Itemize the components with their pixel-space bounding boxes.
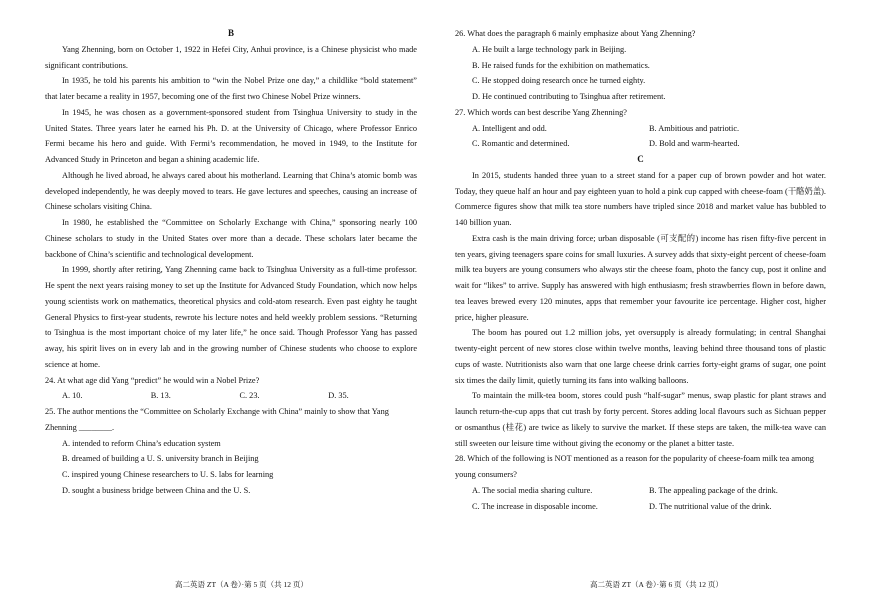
option-c: C. The increase in disposable income. (472, 501, 598, 511)
passage-paragraph: In 1999, shortly after retiring, Yang Zhenning came back to Tsinghua University as a full-time professor. He spent the next years raising money to set up the Institute for Advanced Study Foundation, which now helps young scientists work on mathematics, theoretical physics and cold-atom research. Even past eighty he taught General Physics to first-year students, rewrote his lecture notes and held weekly problem sessions. “Returning to Tsinghua is the most important choice of my later life,” he once said. Though Professor Yang has passed away, his spirit lives on in every lab and in the growing number of Chinese students who choose to explore science at home. (45, 265, 417, 369)
question-28-options-row1 (455, 483, 826, 499)
question-24-stem: 24. At what age did Yang “predict” he would win a Nobel Prize? (45, 375, 260, 385)
option-a: A. The social media sharing culture. (472, 485, 593, 495)
option-a: A. intended to reform China’s education system (62, 438, 221, 448)
option-a: A. Intelligent and odd. (472, 123, 547, 133)
passage-paragraph: To maintain the milk-tea boom, stores could push “half-sugar” menus, swap plastic for plant straws and launch return-the-cup apps that cut trash by forty percent. Stores adding local flavours such as Sichuan pepper or osmanthus (桂花) are twice as likely to survive the market. If these steps are taken, the milk-tea wave can still sweeten our leisure time without giving the economy or the planet a bitter taste. (455, 391, 826, 448)
passage-paragraph: Although he lived abroad, he always cared about his motherland. Learning that China’s atomic bomb was developed independently, he was deeply moved to tears. He gave lectures and speeches, causing an increase of Chinese scholars visiting China. (45, 170, 417, 212)
passage-paragraph: In 1980, he established the “Committee on Scholarly Exchange with China,” sponsoring nearly 100 Chinese scholars to study in the United States over more than a decade. These scholars later became the backbone of China’s scientific and technological development. (45, 218, 417, 259)
passage-paragraph: Yang Zhenning, born on October 1, 1922 in Hefei City, Anhui province, is a Chinese physicist who made significant contributions. (45, 44, 417, 70)
right-page (455, 26, 826, 514)
option-b: B. He raised funds for the exhibition on mathematics. (472, 60, 650, 70)
question-28-options-row2 (455, 499, 826, 515)
passage-paragraph: In 2015, students handed three yuan to a street stand for a paper cup of brown powder and hot water. Today, they queue half an hour and pay eighteen yuan to hold a pink cup capped with cheese-foam (干酪奶盖). Commerce figures show that milk tea store numbers have tripled since 2018 and market value has bubbled to 140 billion yuan. (455, 170, 826, 227)
option-c: C. He stopped doing research once he turned eighty. (472, 76, 646, 86)
passage-paragraph: In 1945, he was chosen as a government-sponsored student from Tsinghua University to study in the United States. Three years later he earned his Ph. D. at the University of Chicago, where Professor Enrico Fermi became his hero and guide. With Fermi’s recommendation, he moved in 1949, to the Institute for Advanced Study in Princeton and began a shining academic life. (45, 107, 417, 164)
option-c: C. 23. (239, 391, 260, 401)
question-25-stem: 25. The author mentions the “Committee on Scholarly Exchange with China” mainly to show that Yang Zhenning ________. (45, 407, 389, 432)
option-d: D. The nutritional value of the drink. (649, 501, 772, 511)
section-heading-c: C (637, 154, 644, 164)
question-27-options-row1 (455, 121, 826, 137)
option-d: D. sought a business bridge between China and the U. S. (62, 485, 251, 495)
question-28-stem: 28. Which of the following is NOT mentioned as a reason for the popularity of cheese-foam milk tea among young consumers? (455, 454, 814, 479)
option-d: D. Bold and warm-hearted. (649, 139, 740, 149)
page-footer-right: 高二英语 ZT（A 卷）·第 6 页（共 12 页） (590, 580, 723, 589)
question-27-options-row2 (455, 136, 826, 152)
passage-paragraph: The boom has poured out 1.2 million jobs, yet oversupply is already formulating; in central Shanghai twenty-eight percent of new stores close within twelve months, leaving behind three thousand tons of plastic cups of waste. Nutritionists also warn that one large cheese drink carries forty-eight grams of sugar, one point six times the daily limit, quietly turning its fans into walking balloons. (455, 328, 826, 385)
option-b: B. dreamed of building a U. S. university branch in Beijing (62, 454, 259, 464)
option-c: C. inspired young Chinese researchers to U. S. labs for learning (62, 470, 274, 479)
option-b: B. 13. (150, 391, 171, 401)
question-24-options (45, 388, 417, 404)
page-footer-left: 高二英语 ZT（A 卷）·第 5 页（共 12 页） (175, 580, 308, 589)
passage-paragraph: In 1935, he told his parents his ambition to “win the Nobel Prize one day,” a childlike “bold statement” that later became a reality in 1957, becoming one of the first two Chinese Nobel Prize winners. (45, 76, 417, 101)
question-26-stem: 26. What does the paragraph 6 mainly emphasize about Yang Zhenning? (455, 29, 696, 38)
section-heading-b: B (227, 28, 234, 38)
option-b: B. The appealing package of the drink. (649, 485, 778, 495)
question-27-stem: 27. Which words can best describe Yang Zhenning? (455, 107, 627, 117)
left-page (45, 26, 417, 499)
option-c: C. Romantic and determined. (472, 139, 570, 149)
option-d: D. He continued contributing to Tsinghua after retirement. (472, 92, 666, 101)
passage-paragraph: Extra cash is the main driving force; urban disposable (可支配的) income has risen fifty-five percent in ten years, giving teenagers spare coins for small luxuries. A survey adds that sixty-eight percent of cheese-foam milk tea buyers are young consumers who always stir the cheese foam, photo the fancy cup, post it online and wait for “likes” to arrive. Supply has answered with high enthusiasm; fresh strawberries flown in before dawn, tea leaves brewed every 120 minutes, apps that remember your favourite ice percentage. Higher cost, higher price, higher pleasure. (455, 233, 826, 322)
option-b: B. Ambitious and patriotic. (649, 123, 740, 133)
option-d: D. 35. (328, 391, 349, 401)
option-a: A. He built a large technology park in Beijing. (472, 44, 627, 54)
option-a: A. 10. (62, 391, 83, 401)
